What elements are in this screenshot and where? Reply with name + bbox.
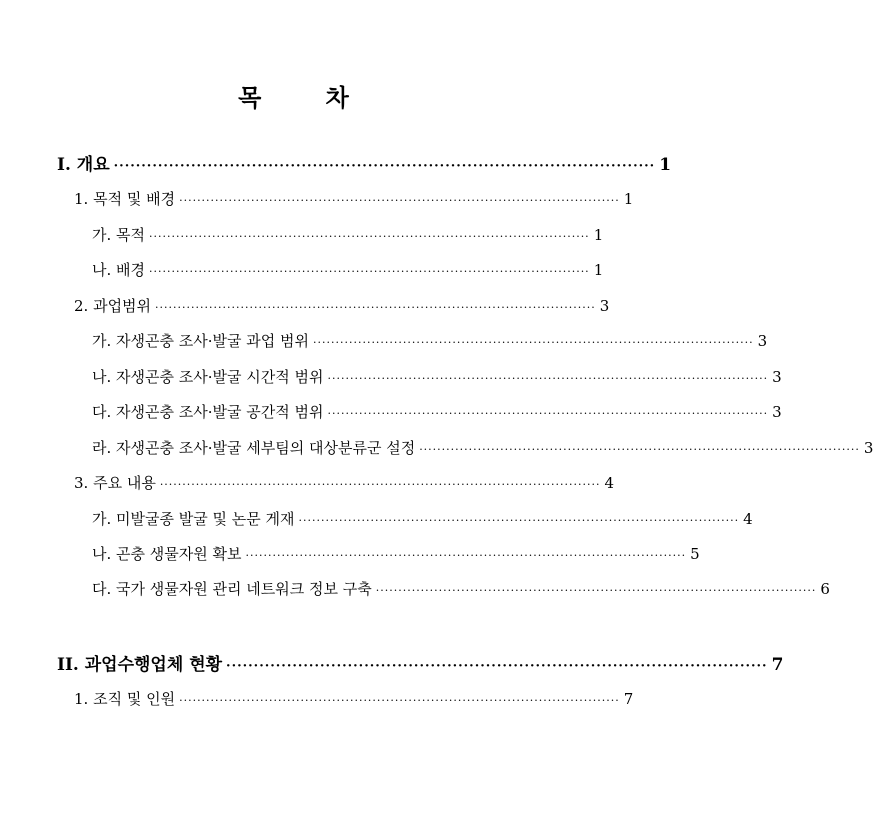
toc-entry-label: 2. 과업범위 <box>74 297 152 315</box>
toc-entry[interactable] <box>92 401 782 425</box>
toc-entry-label: 가. 미발굴종 발굴 및 논문 게재 <box>92 510 295 528</box>
toc-entry-label: 나. 배경 <box>92 261 146 279</box>
toc-entry-page: 1 <box>659 155 672 175</box>
dot-leader: ·································································································· <box>375 584 817 597</box>
toc-entry-page: 1 <box>623 190 634 208</box>
toc-entry-label: 라. 자생곤충 조사·발굴 세부팀의 대상분류군 설정 <box>92 439 416 457</box>
toc-entry[interactable] <box>92 224 604 248</box>
toc-entry-page: 5 <box>690 545 700 563</box>
toc-entry-page: 3 <box>599 297 610 315</box>
toc-entry-label: 다. 국가 생물자원 관리 네트워크 정보 구축 <box>92 580 372 598</box>
toc-entry-label: 가. 자생곤충 조사·발굴 과업 범위 <box>92 332 309 350</box>
toc-entry[interactable] <box>92 508 753 532</box>
toc-entry-label: 나. 곤충 생물자원 확보 <box>92 545 242 563</box>
page-title: 목 차 <box>238 83 377 112</box>
dot-leader: ·································································································· <box>327 407 769 420</box>
toc-entry-label: 3. 주요 내용 <box>74 474 156 492</box>
toc-entry-page: 3 <box>772 368 782 386</box>
toc-entry-label: 1. 목적 및 배경 <box>74 190 176 208</box>
toc-entry-page: 7 <box>771 655 784 675</box>
toc-entry[interactable] <box>74 688 634 712</box>
toc-entry-page: 3 <box>863 439 873 457</box>
toc-entry-page: 4 <box>604 474 615 492</box>
dot-leader: ·································································································· <box>159 478 601 491</box>
dot-leader: ·································································································· <box>298 514 740 527</box>
toc-entry-label: 다. 자생곤충 조사·발굴 공간적 범위 <box>92 403 324 421</box>
toc-entry[interactable] <box>92 437 873 461</box>
toc-entry[interactable] <box>92 330 768 354</box>
toc-entry[interactable] <box>92 259 604 283</box>
toc-entry-label: 1. 조직 및 인원 <box>74 690 176 708</box>
toc-entry[interactable] <box>57 150 672 175</box>
toc-entry-page: 6 <box>820 580 830 598</box>
dot-leader: ·································································································· <box>113 159 656 174</box>
dot-leader: ·································································································· <box>155 301 596 314</box>
toc-entry-page: 1 <box>593 261 604 279</box>
toc-entry-page: 3 <box>772 403 782 421</box>
toc-entry[interactable] <box>74 295 610 319</box>
dot-leader: ·································································································· <box>327 372 769 385</box>
dot-leader: ·································································································· <box>312 336 754 349</box>
dot-leader: ·································································································· <box>179 694 620 707</box>
toc-entry[interactable] <box>74 472 615 496</box>
dot-leader: ·································································································· <box>149 230 590 243</box>
toc-entry-page: 7 <box>623 690 634 708</box>
toc-entry-page: 1 <box>593 226 604 244</box>
dot-leader: ·································································································· <box>226 659 768 674</box>
toc-entry-page: 4 <box>743 510 753 528</box>
toc-entry-page: 3 <box>757 332 768 350</box>
dot-leader: ·································································································· <box>149 265 590 278</box>
dot-leader: ·································································································· <box>179 194 620 207</box>
toc-entry[interactable] <box>92 578 830 602</box>
toc-entry[interactable] <box>57 650 784 675</box>
toc-entry[interactable] <box>92 366 782 390</box>
toc-entry-label: II. 과업수행업체 현황 <box>57 655 223 675</box>
toc-entry[interactable] <box>74 188 634 212</box>
dot-leader: ·································································································· <box>245 549 687 562</box>
dot-leader: ·································································································· <box>419 443 860 456</box>
toc-entry-label: 나. 자생곤충 조사·발굴 시간적 범위 <box>92 368 324 386</box>
toc-entry[interactable] <box>92 543 700 567</box>
toc-entry-label: 가. 목적 <box>92 226 146 244</box>
toc-entry-label: I. 개요 <box>57 155 110 175</box>
